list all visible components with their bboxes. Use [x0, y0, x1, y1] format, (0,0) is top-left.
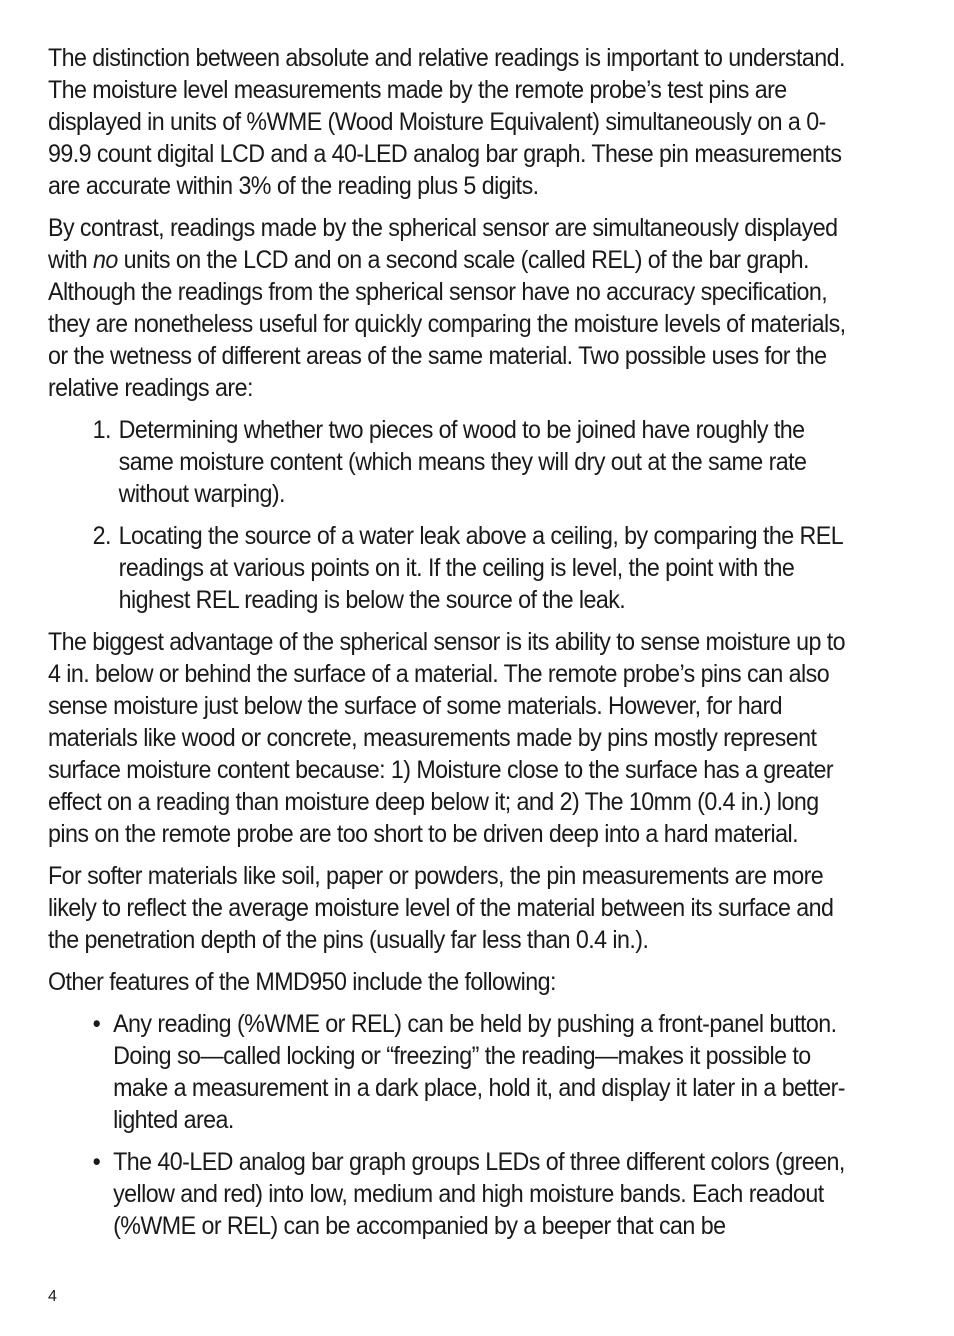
- relative-readings-uses-list: [48, 414, 853, 616]
- paragraph-spherical-sensor-advantage: The biggest advantage of the spherical sensor is its ability to sense moisture up to 4 in. below or behind the surface of a material. The remote probe’s pins can also sense moisture just below the surface of some materials. However, for hard materials like wood or concrete, measurements made by pins mostly represent surface moisture content because: 1) Moisture close to the surface has a greater effect on a reading than moisture deep below it; and 2) The 10mm (0.4 in.) long pins on the remote probe are too short to be driven deep into a hard material.: [48, 628, 846, 848]
- paragraph-absolute-vs-relative: The distinction between absolute and relative readings is important to understand. The moisture level measurements made by the remote probe’s test pins are displayed in units of %WME (Wood Moisture Equivalent) simultaneously on a 0-99.9 count digital LCD and a 40-LED analog bar graph. These pin measurements are accurate within 3% of the reading plus 5 digits.: [48, 44, 845, 200]
- list-item: [93, 520, 854, 616]
- list-item-number: 1.: [92, 416, 111, 444]
- paragraph-softer-materials: For softer materials like soil, paper or powders, the pin measurements are more likely to reflect the average moisture level of the material between its surface and the penetration depth of the pins (usually far less than 0.4 in.).: [48, 862, 834, 954]
- list-item-text: Any reading (%WME or REL) can be held by pushing a front-panel button. Doing so—called locking or “freezing” the reading—makes it possible to make a measurement in a dark place, hold it, and display it later in a better-lighted area.: [113, 1010, 845, 1134]
- page-number: 4: [48, 1288, 57, 1305]
- list-item-text: The 40-LED analog bar graph groups LEDs of three different colors (green, yellow and red) into low, medium and high moisture bands. Each readout (%WME or REL) can be accompanied by a beeper that can be: [113, 1148, 845, 1240]
- list-item-text: Determining whether two pieces of wood to be joined have roughly the same moisture content (which means they will dry out at the same rate without warping).: [118, 416, 807, 508]
- list-item-number: 2.: [92, 522, 111, 550]
- manual-page-body: [48, 42, 853, 1252]
- paragraph-text: By contrast, readings made by the spherical sensor are simultaneously displayed with: [48, 214, 838, 274]
- list-item-text: Locating the source of a water leak above a ceiling, by comparing the REL readings at various points on it. If the ceiling is level, the point with the highest REL reading is below the source of the leak.: [118, 522, 843, 614]
- bullet-icon: •: [92, 1148, 101, 1176]
- paragraph-other-features: Other features of the MMD950 include the following:: [48, 968, 556, 996]
- bullet-icon: •: [92, 1010, 101, 1038]
- list-item: [93, 414, 854, 510]
- features-list: [48, 1008, 853, 1242]
- emphasis-no: no: [93, 246, 118, 274]
- paragraph-spherical-sensor-readings: [48, 212, 853, 404]
- list-item: [93, 1008, 854, 1136]
- paragraph-text: units on the LCD and on a second scale (called REL) of the bar graph. Although the readings from the spherical sensor have no accuracy specification, they are nonetheless useful for quickly comparing the moisture levels of materials, or the wetness of different areas of the same material. Two possible uses for the relative readings are:: [48, 246, 846, 402]
- list-item: [93, 1146, 854, 1242]
